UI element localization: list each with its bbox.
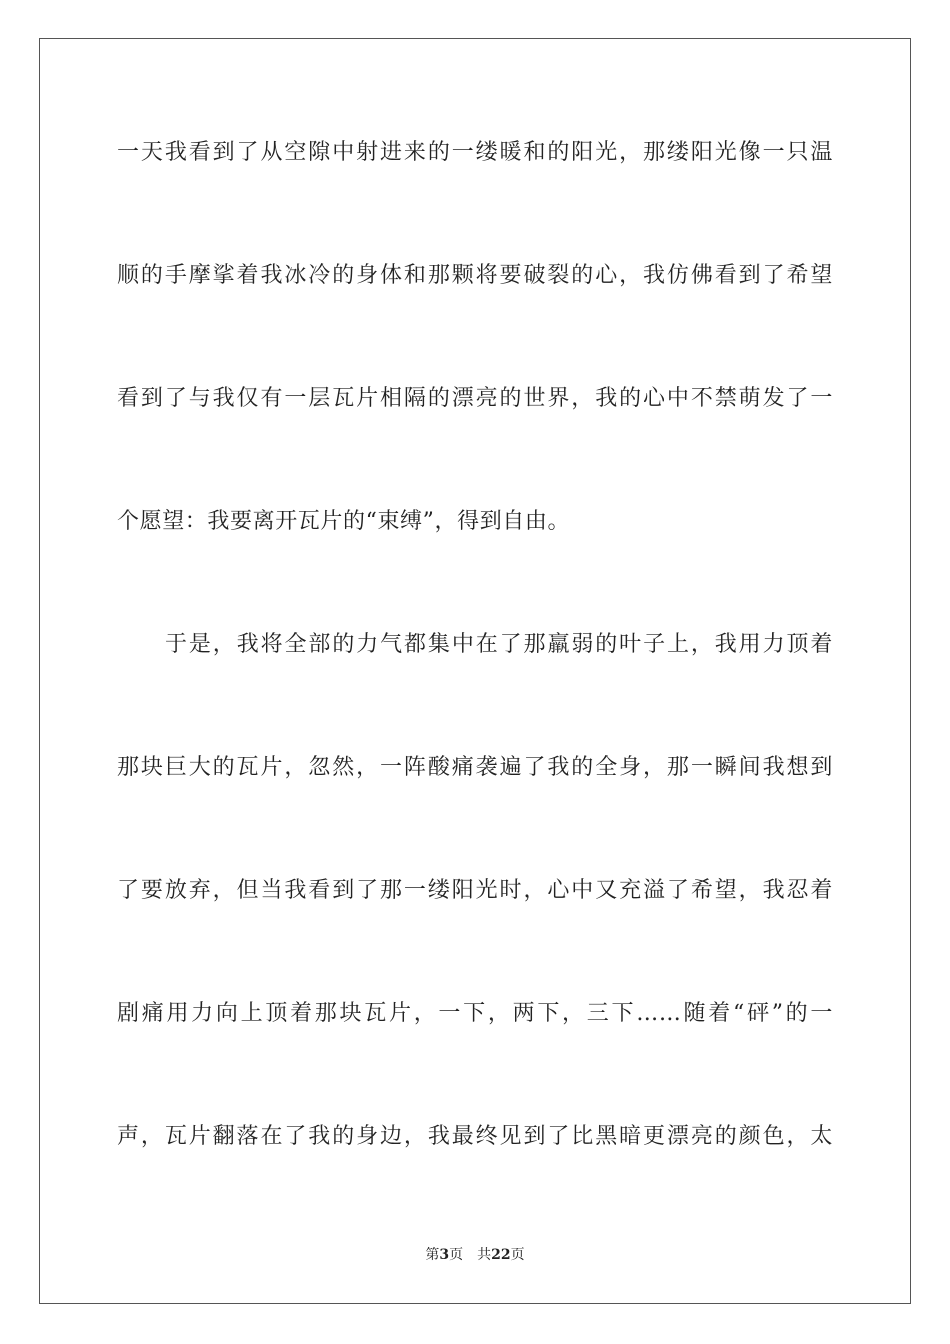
body-line-9: 声，瓦片翻落在了我的身边，我最终见到了比黑暗更漂亮的颜色，太 bbox=[117, 1124, 833, 1149]
body-line-5: 于是，我将全部的力气都集中在了那羸弱的叶子上，我用力顶着 bbox=[165, 632, 833, 657]
body-line-7: 了要放弃，但当我看到了那一缕阳光时，心中又充溢了希望，我忍着 bbox=[117, 878, 833, 903]
page-footer bbox=[0, 1246, 950, 1264]
body-line-2: 顺的手摩挲着我冰冷的身体和那颗将要破裂的心，我仿佛看到了希望 bbox=[117, 263, 833, 288]
body-line-3: 看到了与我仅有一层瓦片相隔的漂亮的世界，我的心中不禁萌发了一 bbox=[117, 386, 833, 411]
body-line-8: 剧痛用力向上顶着那块瓦片，一下，两下，三下……随着“砰”的一 bbox=[117, 1001, 833, 1026]
page-prefix: 第 bbox=[425, 1247, 440, 1263]
body-line-1: 一天我看到了从空隙中射进来的一缕暖和的阳光，那缕阳光像一只温 bbox=[117, 140, 833, 165]
page-border bbox=[39, 38, 911, 1304]
page-number: 3 bbox=[439, 1247, 450, 1263]
body-line-6: 那块巨大的瓦片，忽然，一阵酸痛袭遍了我的全身，那一瞬间我想到 bbox=[117, 755, 833, 780]
page-suffix: 页 bbox=[449, 1247, 464, 1263]
total-prefix: 共 bbox=[477, 1247, 492, 1263]
total-pages: 22 bbox=[491, 1247, 511, 1263]
total-suffix: 页 bbox=[510, 1247, 525, 1263]
body-line-4: 个愿望：我要离开瓦片的“束缚”，得到自由。 bbox=[117, 509, 571, 534]
